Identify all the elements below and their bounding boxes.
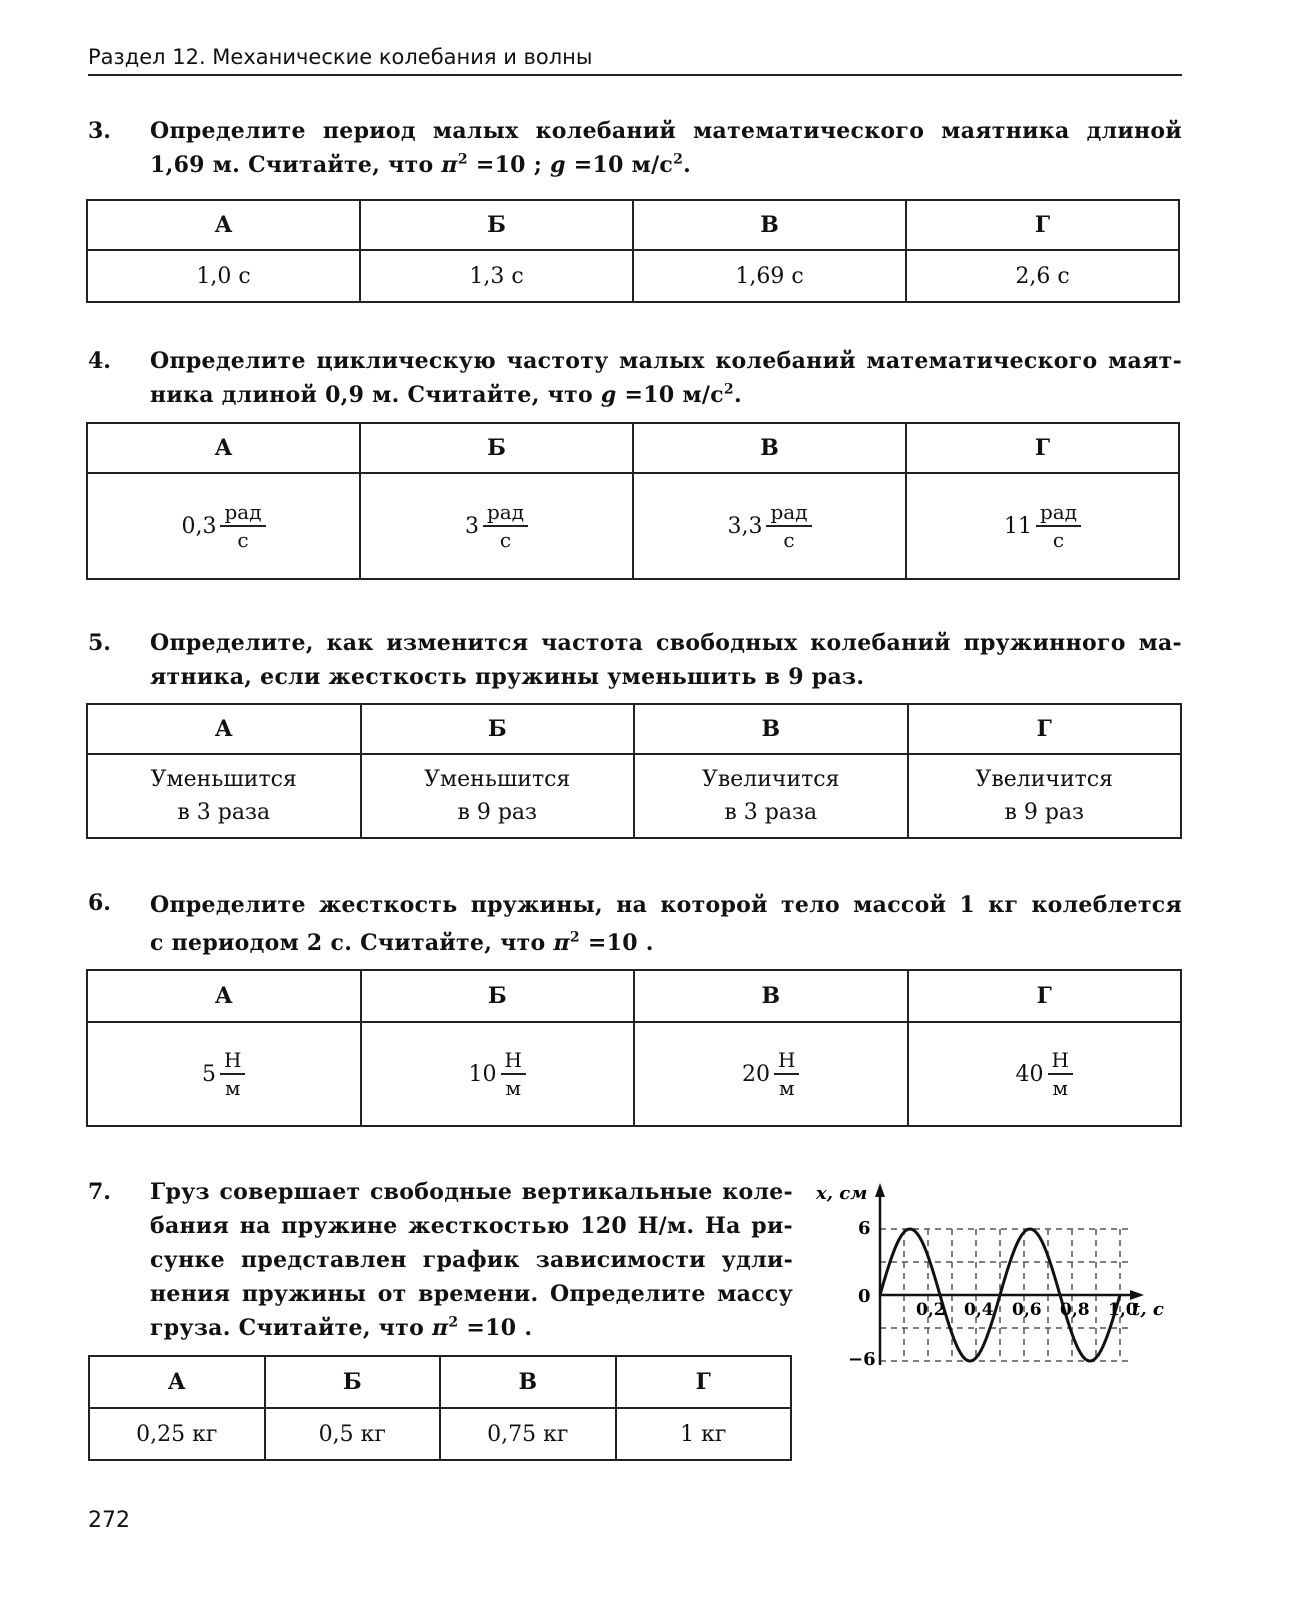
unit-fraction: $\frac{\text{рад}}{с}$ — [220, 499, 265, 553]
option-a[interactable]: 0,3 $\frac{\text{рад}}{с}$ — [87, 473, 360, 579]
unit-fraction: $\frac{Н}{м}$ — [1048, 1047, 1073, 1101]
y-tick-label: 0 — [858, 1286, 871, 1307]
option-d[interactable]: Увеличится в 9 раз — [908, 754, 1182, 838]
y-tick-label: 6 — [858, 1218, 871, 1239]
option-b[interactable]: 0,5 кг — [265, 1408, 441, 1460]
question-number: 5. — [88, 630, 111, 656]
option-d[interactable]: 40 $\frac{Н}{м}$ — [908, 1022, 1182, 1126]
option-header: Б — [360, 200, 633, 250]
x-tick-label: 0,8 — [1060, 1300, 1090, 1320]
option-header: Г — [908, 970, 1182, 1022]
option-header: А — [87, 970, 361, 1022]
option-a[interactable]: 0,25 кг — [89, 1408, 265, 1460]
answer-table-4 — [86, 422, 1180, 580]
question-number: 6. — [88, 890, 111, 916]
x-tick-label: 1,0 — [1108, 1300, 1138, 1320]
unit-fraction: $\frac{Н}{м}$ — [220, 1047, 245, 1101]
question-text: Определите циклическую частоту малых колебаний математического маят- ника длиной 0,9 м. Считайте, что g =10 $м/с^2$. — [150, 348, 1182, 408]
option-b[interactable]: 3 $\frac{\text{рад}}{с}$ — [360, 473, 633, 579]
option-d[interactable]: 1 кг — [616, 1408, 792, 1460]
option-b[interactable]: 1,3 с — [360, 250, 633, 302]
option-header: Б — [360, 423, 633, 473]
option-header: А — [87, 423, 360, 473]
answer-table-6 — [86, 969, 1182, 1127]
x-tick-label: 0,4 — [964, 1300, 994, 1320]
option-header: В — [633, 200, 906, 250]
option-d[interactable]: 11 $\frac{\text{рад}}{с}$ — [906, 473, 1179, 579]
option-c[interactable]: 3,3 $\frac{\text{рад}}{с}$ — [633, 473, 906, 579]
question-number: 3. — [88, 118, 111, 144]
option-a[interactable]: 5 $\frac{Н}{м}$ — [87, 1022, 361, 1126]
question-number: 7. — [88, 1179, 111, 1205]
question-text: Определите период малых колебаний математического маятника длиной 1,69 м. Считайте, что $\pi^2 =10$ ; g =10 $м/с^2$. — [150, 118, 1182, 178]
answer-table-7 — [88, 1355, 792, 1461]
option-c[interactable]: Увеличится в 3 раза — [634, 754, 908, 838]
question-text: Груз совершает свободные вертикальные коле- бания на пружине жесткостью 120 Н/м. На ри- сунке представлен график зависимости удли- нения пружины от времени. Определите массу груза. Считайте, что $\pi^2 =10$ . — [150, 1179, 793, 1341]
option-header: А — [87, 704, 361, 754]
question-text: Определите жесткость пружины, на которой тело массой 1 кг колеблется с периодом 2 с. Считайте, что $\pi^2 =10$ . — [150, 892, 1182, 956]
option-d[interactable]: 2,6 с — [906, 250, 1179, 302]
unit-fraction: $\frac{\text{рад}}{с}$ — [766, 499, 811, 553]
question-text: Определите, как изменится частота свободных колебаний пружинного ма- ятника, если жесткость пружины уменьшить в 9 раз. — [150, 630, 1182, 690]
option-header: В — [633, 423, 906, 473]
unit-fraction: $\frac{Н}{м}$ — [774, 1047, 799, 1101]
y-axis-arrow — [875, 1183, 885, 1197]
unit-fraction: $\frac{Н}{м}$ — [501, 1047, 526, 1101]
option-header: Г — [616, 1356, 792, 1408]
option-header: В — [634, 970, 908, 1022]
section-header: Раздел 12. Механические колебания и волны — [88, 44, 1182, 76]
option-b[interactable]: Уменьшится в 9 раз — [361, 754, 635, 838]
option-c[interactable]: 20 $\frac{Н}{м}$ — [634, 1022, 908, 1126]
option-header: Г — [908, 704, 1182, 754]
x-tick-label: 0,2 — [916, 1300, 946, 1320]
option-header: А — [87, 200, 360, 250]
option-header: Г — [906, 423, 1179, 473]
option-header: Б — [361, 704, 635, 754]
option-c[interactable]: 0,75 кг — [440, 1408, 616, 1460]
y-tick-label: −6 — [848, 1349, 876, 1370]
x-tick-label: 0,6 — [1012, 1300, 1042, 1320]
option-header: А — [89, 1356, 265, 1408]
option-a[interactable]: Уменьшится в 3 раза — [87, 754, 361, 838]
oscillation-graph — [810, 1175, 1180, 1375]
option-c[interactable]: 1,69 с — [633, 250, 906, 302]
question-number: 4. — [88, 348, 111, 374]
answer-table-5 — [86, 703, 1182, 839]
page-number: 272 — [88, 1508, 130, 1533]
option-a[interactable]: 1,0 с — [87, 250, 360, 302]
unit-fraction: $\frac{\text{рад}}{с}$ — [1036, 499, 1081, 553]
x-axis-label: t, с — [1132, 1299, 1164, 1320]
graph-axes — [875, 1183, 1144, 1365]
unit-fraction: $\frac{\text{рад}}{с}$ — [483, 499, 528, 553]
option-b[interactable]: 10 $\frac{Н}{м}$ — [361, 1022, 635, 1126]
y-axis-label: x, см — [816, 1183, 868, 1204]
option-header: Б — [265, 1356, 441, 1408]
option-header: В — [634, 704, 908, 754]
option-header: Г — [906, 200, 1179, 250]
option-header: В — [440, 1356, 616, 1408]
option-header: Б — [361, 970, 635, 1022]
answer-table-3 — [86, 199, 1180, 303]
